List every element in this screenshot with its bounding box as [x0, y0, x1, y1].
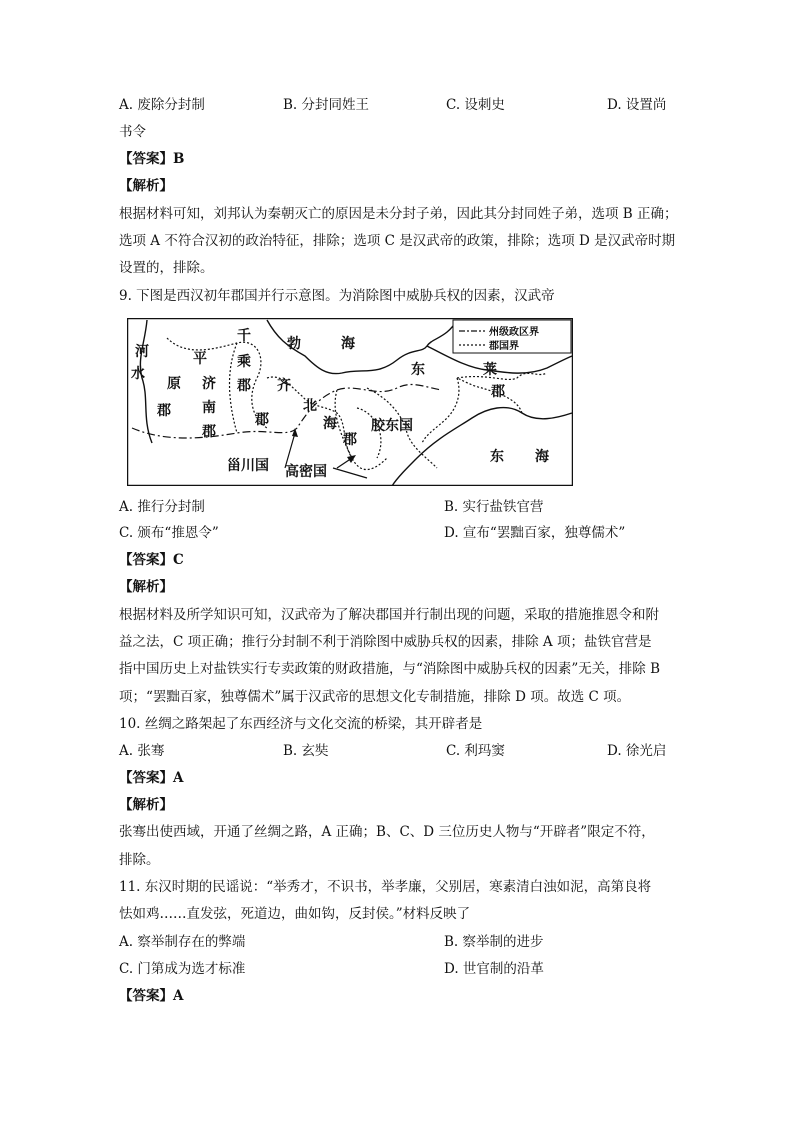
q8-option-a: A. 废除分封制	[119, 97, 205, 113]
legend-commandery-label: 郡国界	[489, 341, 519, 352]
q9-option-c: C. 颁布“推恩令”	[119, 525, 219, 541]
q9-stem: 9. 下图是西汉初年郡国并行示意图。为消除图中威胁兵权的因素，汉武帝	[119, 288, 555, 304]
map-label: 郡	[491, 384, 505, 400]
map-label: 胶东国	[371, 418, 413, 434]
q11-option-a: A. 察举制存在的弊端	[119, 934, 246, 950]
map-label: 郡	[157, 403, 171, 419]
q9-analysis-line: 益之法，C 项正确；推行分封制不利于消除图中威胁兵权的因素，排除 A 项；盐铁官营是	[119, 634, 652, 650]
q10-option-b: B. 玄奘	[283, 743, 329, 759]
q9-option-a: A. 推行分封制	[119, 499, 205, 515]
q9-answer: 【答案】C	[119, 552, 184, 568]
q9-analysis-line: 指中国历史上对盐铁实行专卖政策的财政措施，与“消除图中威胁兵权的因素”无关，排除 B	[119, 661, 661, 677]
q8-option-d: D. 设置尚	[607, 97, 667, 113]
map-label: 河	[135, 344, 149, 360]
q9-analysis-line: 根据材料及所学知识可知，汉武帝为了解决郡国并行制出现的问题，采取的措施推恩令和附	[119, 607, 659, 623]
map-label: 郡	[237, 378, 251, 394]
q11-option-d: D. 世官制的沿革	[444, 961, 544, 977]
q11-stem: 怯如鸡……直发弦，死道边，曲如钩，反封侯。”材料反映了	[119, 906, 471, 922]
map-label: 南	[202, 400, 216, 416]
map-label: 海	[535, 449, 549, 465]
q10-analysis-line: 排除。	[119, 852, 160, 868]
q10-option-a: A. 张骞	[119, 743, 165, 759]
q9-analysis-line: 项；“罢黜百家，独尊儒术”属于汉武帝的思想文化专制措施，排除 D 项。故选 C 项。	[119, 689, 631, 705]
map-label: 郡	[255, 412, 269, 428]
q11-option-b: B. 察举制的进步	[444, 934, 544, 950]
q10-answer: 【答案】A	[119, 770, 184, 786]
q8-option-b: B. 分封同姓王	[283, 97, 370, 113]
q8-answer: 【答案】B	[119, 151, 185, 167]
map-label: 郡	[343, 432, 357, 448]
map-label: 乘	[237, 354, 251, 370]
q8-analysis-line: 设置的，排除。	[119, 260, 214, 276]
q10-stem: 10. 丝绸之路架起了东西经济与文化交流的桥梁，其开辟者是	[119, 716, 483, 732]
map-label: 原	[167, 376, 181, 392]
map-label: 齐	[277, 378, 291, 394]
map-label: 勃	[287, 336, 301, 352]
map-label: 郡	[202, 424, 216, 440]
map-label: 海	[323, 416, 337, 432]
q10-analysis-line: 张骞出使西域，开通了丝绸之路，A 正确；B、C、D 三位历史人物与“开辟者”限定不符，	[119, 824, 655, 840]
q11-option-c: C. 门第成为选才标准	[119, 961, 246, 977]
map-label: 平	[193, 351, 207, 367]
q8-analysis-line: 根据材料可知，刘邦认为秦朝灭亡的原因是未分封子弟，因此其分封同姓子弟，选项 B 正确；	[119, 206, 678, 222]
map-label: 东	[490, 449, 504, 465]
map-label: 甾川国	[227, 458, 269, 474]
q8-analysis-label: 【解析】	[119, 178, 173, 194]
map-label: 海	[341, 336, 355, 352]
q8-option-d-continued: 书令	[119, 124, 146, 140]
map-label: 北	[303, 398, 317, 414]
map-label: 千	[237, 328, 251, 344]
han-commandery-map	[127, 318, 573, 486]
map-label: 水	[131, 366, 145, 382]
map-label: 东	[411, 362, 425, 378]
map-label: 莱	[483, 362, 497, 378]
q8-option-c: C. 设刺史	[446, 97, 505, 113]
q10-option-c: C. 利玛窦	[446, 743, 505, 759]
map-label: 济	[202, 376, 216, 392]
q11-stem: 11. 东汉时期的民谣说：“举秀才，不识书，举孝廉，父别居，寒素清白浊如泥，高第良将	[119, 879, 652, 895]
q8-analysis-line: 选项 A 不符合汉初的政治特征，排除；选项 C 是汉武帝的政策，排除；选项 D 是汉武帝时期	[119, 233, 676, 249]
q10-analysis-label: 【解析】	[119, 797, 173, 813]
q9-option-b: B. 实行盐铁官营	[444, 499, 544, 515]
q9-analysis-label: 【解析】	[119, 579, 173, 595]
q10-option-d: D. 徐光启	[607, 743, 667, 759]
map-label: 高密国	[285, 464, 327, 480]
legend-state-label: 州级政区界	[489, 327, 539, 338]
q9-option-d: D. 宣布“罢黜百家，独尊儒术”	[444, 525, 626, 541]
q11-answer: 【答案】A	[119, 988, 184, 1004]
